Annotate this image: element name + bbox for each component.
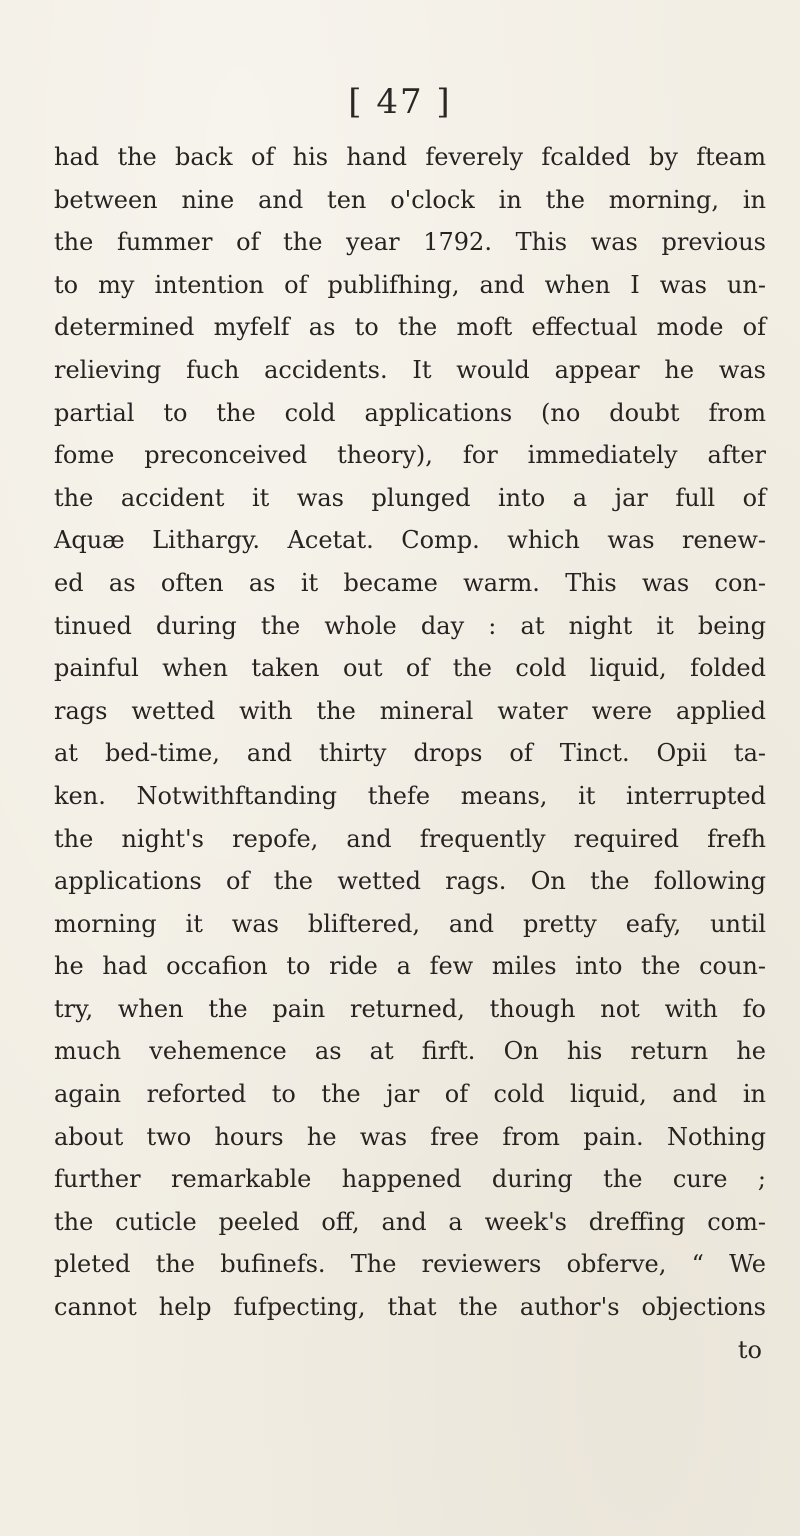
text-line: again reforted to the jar of cold liquid, and in (54, 1080, 766, 1109)
text-line: morning it was bliftered, and pretty eafy, until (54, 909, 766, 938)
text-line: about two hours he was free from pain. Nothing (54, 1122, 766, 1151)
text-line: try, when the pain returned, though not with fo (54, 994, 766, 1023)
text-line: between nine and ten o'clock in the morning, in (54, 185, 766, 214)
text-line: the night's repofe, and frequently required frefh (54, 824, 766, 853)
text-line: relieving fuch accidents. It would appear he was (54, 355, 766, 384)
text-line: at bed-time, and thirty drops of Tinct. Opii ta- (54, 739, 766, 768)
text-line: partial to the cold applications (no doubt from (54, 398, 766, 427)
text-line: had the back of his hand feverely fcalded by fteam (54, 143, 766, 171)
text-line: ed as often as it became warm. This was con- (54, 568, 766, 597)
text-line: to my intention of publifhing, and when I was un- (54, 270, 766, 299)
text-line: pleted the bufinefs. The reviewers obferve, “ We (54, 1250, 766, 1279)
text-line: ken. Notwithftanding thefe means, it interrupted (54, 781, 766, 810)
text-line: he had occafion to ride a few miles into the coun- (54, 952, 766, 981)
text-line: cannot help fufpecting, that the author's objections (54, 1293, 766, 1322)
text-line: the cuticle peeled off, and a week's dreffing com- (54, 1207, 766, 1236)
text-line: fome preconceived theory), for immediately after (54, 441, 766, 470)
text-line: tinued during the whole day : at night it being (54, 611, 766, 640)
text-line: the fummer of the year 1792. This was previous (54, 228, 766, 257)
text-line: applications of the wetted rags. On the following (54, 867, 766, 896)
page-header: [ 47 ] (348, 82, 452, 122)
text-line: the accident it was plunged into a jar full of (54, 483, 766, 512)
body-text (54, 136, 766, 1371)
text-line: rags wetted with the mineral water were applied (54, 696, 766, 725)
text-line: further remarkable happened during the cure ; (54, 1165, 766, 1194)
text-line: Aquæ Lithargy. Acetat. Comp. which was renew- (54, 526, 766, 555)
text-line: painful when taken out of the cold liquid, folded (54, 654, 766, 683)
text-line: much vehemence as at firft. On his return he (54, 1037, 766, 1066)
catchword: to (737, 1335, 762, 1364)
text-line: determined myfelf as to the moft effectual mode of (54, 313, 766, 342)
